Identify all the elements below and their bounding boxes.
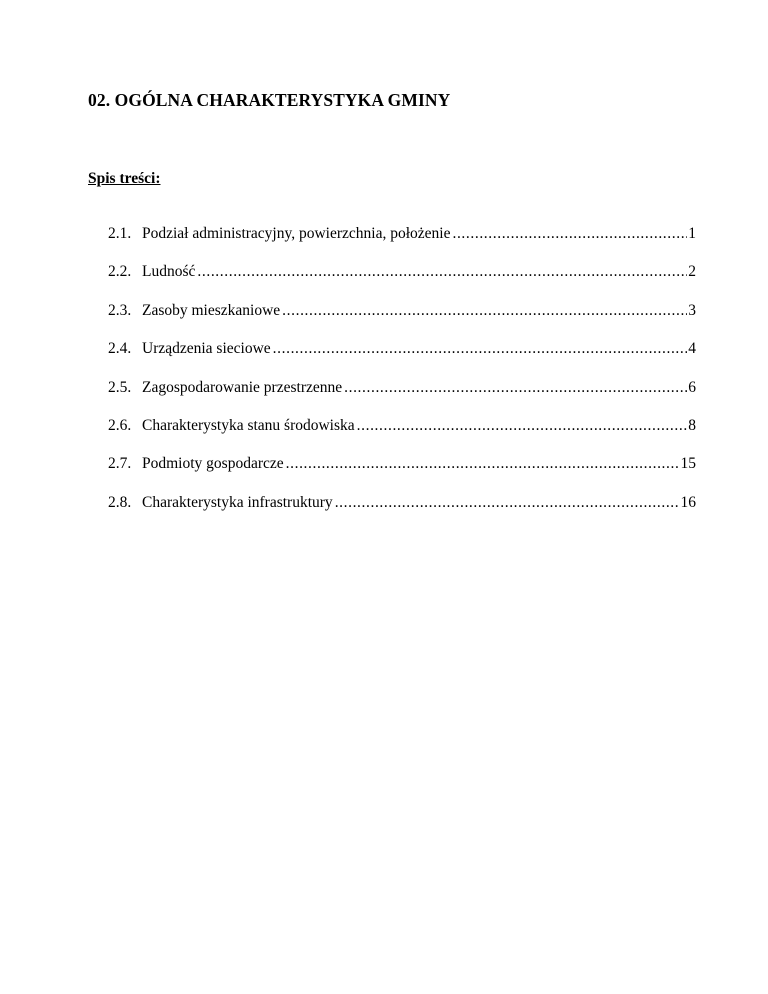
toc-entry-number: 2.2. [108,263,132,281]
toc-entry-title: Urządzenia sieciowe [142,340,271,358]
toc-entry-page: 8 [688,416,696,434]
toc-entry-page: 3 [688,301,696,319]
toc-dot-leader [452,224,687,244]
toc-entry[interactable] [108,493,696,513]
toc-entry-number: 2.3. [108,301,132,319]
page-title: 02. OGÓLNA CHARAKTERYSTYKA GMINY [88,90,451,110]
table-of-contents [108,224,696,531]
toc-entry-title: Ludność [142,263,196,281]
toc-dot-leader [344,378,687,398]
toc-entry-title: Zasoby mieszkaniowe [142,301,281,319]
toc-entry[interactable] [108,454,696,474]
toc-entry-title: Zagospodarowanie przestrzenne [142,378,343,396]
toc-dot-leader [197,262,687,282]
toc-entry-title: Podział administracyjny, powierzchnia, położenie [142,225,451,242]
toc-entry-number: 2.4. [108,340,132,358]
toc-entry-page: 2 [688,263,696,281]
toc-entry-title: Charakterystyka stanu środowiska [142,416,355,434]
toc-entry-page: 4 [688,340,696,358]
toc-entry-page: 1 [688,225,696,242]
toc-entry-page: 15 [680,455,696,473]
toc-entry[interactable] [108,301,696,321]
toc-entry-page: 16 [680,493,696,511]
toc-dot-leader [282,301,687,321]
toc-dot-leader [357,416,688,436]
toc-entry[interactable] [108,339,696,359]
toc-dot-leader [335,493,680,513]
toc-entry-number: 2.6. [108,416,132,434]
toc-heading: Spis treści: [88,170,161,187]
toc-entry[interactable] [108,416,696,436]
toc-entry-title: Charakterystyka infrastruktury [142,493,333,511]
toc-entry-page: 6 [688,378,696,396]
toc-entry[interactable] [108,224,696,244]
toc-dot-leader [286,454,680,474]
toc-entry-number: 2.7. [108,455,132,473]
toc-entry[interactable] [108,378,696,398]
toc-entry[interactable] [108,262,696,282]
toc-dot-leader [273,339,688,359]
toc-entry-title: Podmioty gospodarcze [142,455,284,473]
toc-entry-number: 2.8. [108,493,132,511]
toc-entry-number: 2.1. [108,225,132,242]
toc-entry-number: 2.5. [108,378,132,396]
